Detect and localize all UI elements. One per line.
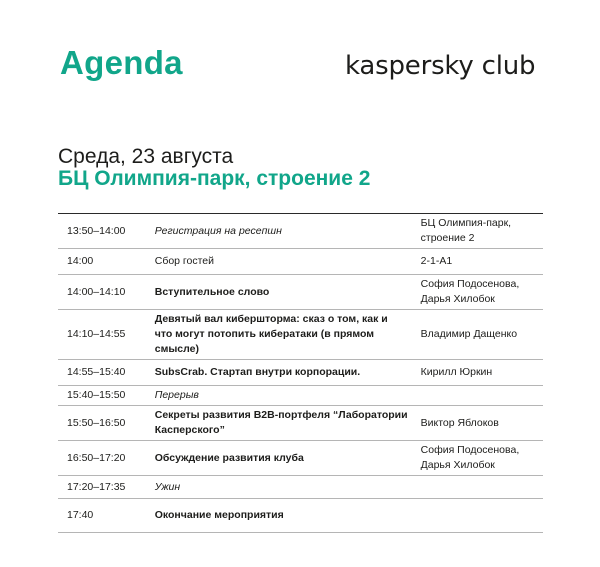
row-event: Перерыв	[146, 386, 412, 406]
row-time: 13:50–14:00	[58, 214, 146, 249]
row-speaker: 2-1-А1	[412, 249, 543, 275]
table-row	[58, 310, 543, 360]
table-row	[58, 214, 543, 249]
row-time: 14:55–15:40	[58, 360, 146, 386]
row-event: SubsCrab. Стартап внутри корпорации.	[146, 360, 412, 386]
table-row	[58, 406, 543, 441]
page-title: Agenda	[60, 44, 183, 81]
table-row	[58, 386, 543, 406]
row-speaker: Виктор Яблоков	[412, 406, 543, 441]
table-row	[58, 441, 543, 476]
agenda-table-body	[58, 214, 543, 533]
event-date: Среда, 23 августа	[58, 145, 234, 168]
row-event: Сбор гостей	[146, 249, 412, 275]
row-speaker: София Подосенова, Дарья Хилобок	[412, 441, 543, 476]
table-row	[58, 360, 543, 386]
agenda-table	[58, 213, 543, 533]
row-event: Окончание мероприятия	[146, 499, 412, 533]
row-speaker: София Подосенова, Дарья Хилобок	[412, 275, 543, 310]
row-speaker	[412, 386, 543, 406]
row-speaker: Владимир Дащенко	[412, 310, 543, 360]
row-event: Обсуждение развития клуба	[146, 441, 412, 476]
row-event: Девятый вал кибершторма: сказ о том, как и что могут потопить кибератаки (в прямом смысле)	[146, 310, 412, 360]
row-time: 17:40	[58, 499, 146, 533]
row-event: Ужин	[146, 476, 412, 499]
row-time: 16:50–17:20	[58, 441, 146, 476]
table-row	[58, 476, 543, 499]
table-row	[58, 499, 543, 533]
row-time: 14:00–14:10	[58, 275, 146, 310]
row-event: Секреты развития B2B-портфеля “Лаборатории Касперского”	[146, 406, 412, 441]
row-speaker: Кирилл Юркин	[412, 360, 543, 386]
row-time: 15:40–15:50	[58, 386, 146, 406]
row-event: Вступительное слово	[146, 275, 412, 310]
row-time: 14:10–14:55	[58, 310, 146, 360]
row-time: 14:00	[58, 249, 146, 275]
table-row	[58, 275, 543, 310]
row-speaker	[412, 476, 543, 499]
row-time: 15:50–16:50	[58, 406, 146, 441]
row-speaker	[412, 499, 543, 533]
event-venue: БЦ Олимпия-парк, строение 2	[58, 167, 371, 190]
brand-logo: kaspersky club	[345, 51, 536, 81]
row-event: Регистрация на ресепшн	[146, 214, 412, 249]
row-speaker: БЦ Олимпия-парк, строение 2	[412, 214, 543, 249]
row-time: 17:20–17:35	[58, 476, 146, 499]
table-row	[58, 249, 543, 275]
